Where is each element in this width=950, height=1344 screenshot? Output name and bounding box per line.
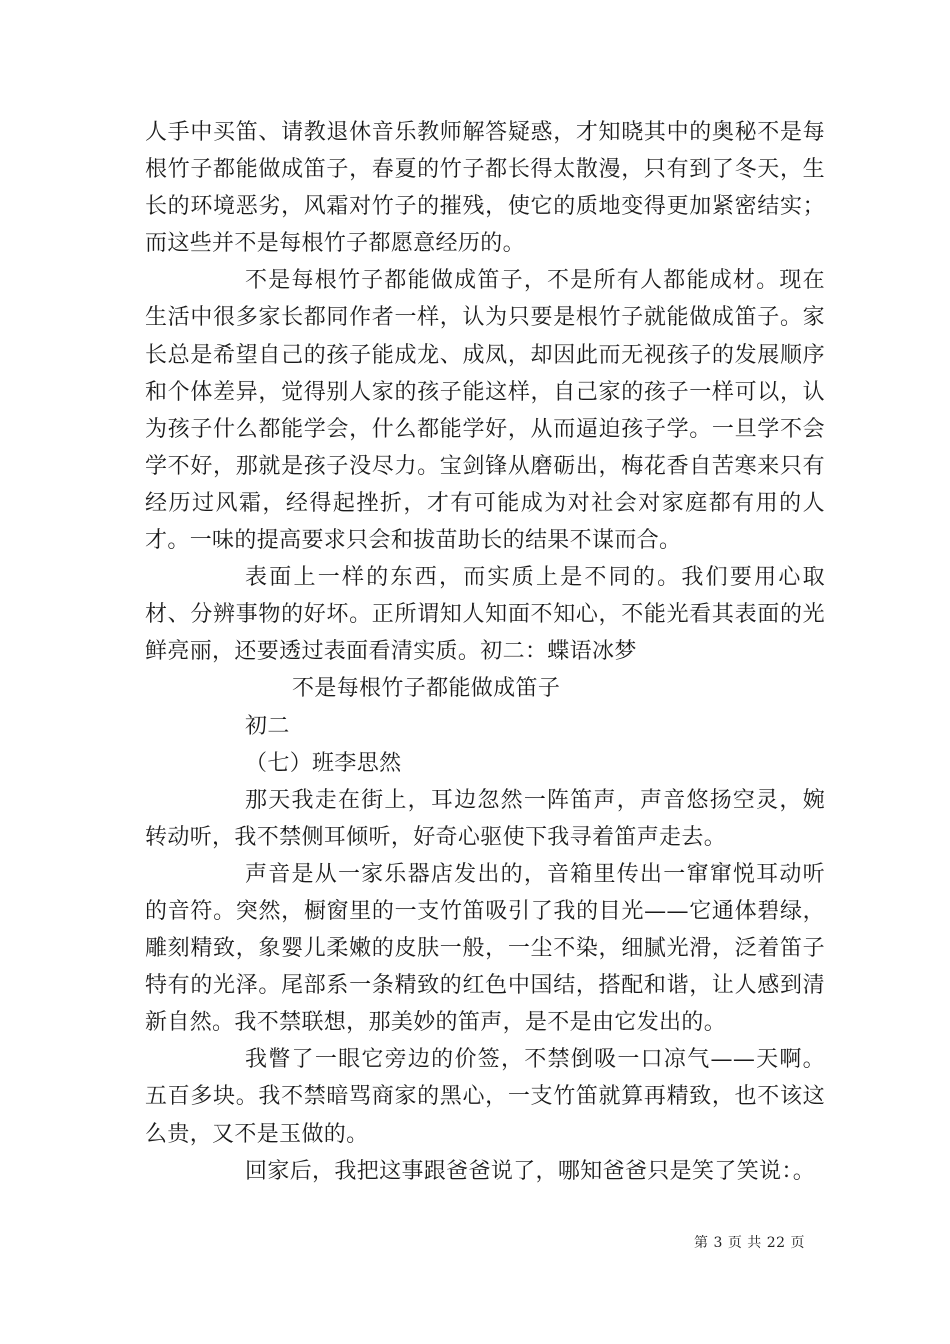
grade-line: 初二 bbox=[245, 713, 290, 739]
essay-title: 不是每根竹子都能做成笛子 bbox=[292, 676, 561, 702]
paragraph: 表面上一样的东西，而实质上是不同的。我们要用心取材、分辨事物的好坏。正所谓知人知面不知心，不能光看其表面的光鲜亮丽，还要透过表面看清实质。初二：蝶语冰梦 bbox=[145, 565, 825, 665]
body-text bbox=[145, 114, 825, 1190]
paragraph: 那天我走在街上，耳边忽然一阵笛声，声音悠扬空灵，婉转动听，我不禁侧耳倾听，好奇心驱使下我寻着笛声走去。 bbox=[145, 787, 825, 850]
page-number: 第 3 页 共 22 页 bbox=[694, 1235, 805, 1251]
paragraph-continuation: 人手中买笛、请教退休音乐教师解答疑惑，才知晓其中的奥秘不是每根竹子都能做成笛子，春夏的竹子都长得太散漫，只有到了冬天，生长的环境恶劣，风霜对竹子的摧残，使它的质地变得更加紧密结实；而这些并不是每根竹子都愿意经历的。 bbox=[145, 120, 825, 257]
author-line: （七）班李思然 bbox=[245, 750, 402, 776]
paragraph: 回家后，我把这事跟爸爸说了，哪知爸爸只是笑了笑说：。 bbox=[245, 1158, 816, 1184]
paragraph: 声音是从一家乐器店发出的，音箱里传出一窜窜悦耳动听的音符。突然，橱窗里的一支竹笛吸引了我的目光——它通体碧绿，雕刻精致，象婴儿柔嫩的皮肤一般，一尘不染，细腻光滑，泛着笛子特有的光泽。尾部系一条精致的红色中国结，搭配和谐，让人感到清新自然。我不禁联想，那美妙的笛声，是不是由它发出的。 bbox=[145, 861, 825, 1036]
paragraph: 不是每根竹子都能做成笛子，不是所有人都能成材。现在生活中很多家长都同作者一样，认为只要是根竹子就能做成笛子。家长总是希望自己的孩子能成龙、成凤，却因此而无视孩子的发展顺序和个体差异，觉得别人家的孩子能这样，自己家的孩子一样可以，认为孩子什么都能学会，什么都能学好，从而逼迫孩子学。一旦学不会学不好，那就是孩子没尽力。宝剑锋从磨砺出，梅花香自苦寒来只有经历过风霜，经得起挫折，才有可能成为对社会对家庭都有用的人才。一味的提高要求只会和拔苗助长的结果不谋而合。 bbox=[145, 268, 825, 554]
paragraph: 我瞥了一眼它旁边的价签，不禁倒吸一口凉气——天啊。五百多块。我不禁暗骂商家的黑心，一支竹笛就算再精致，也不该这么贵，又不是玉做的。 bbox=[145, 1047, 825, 1147]
